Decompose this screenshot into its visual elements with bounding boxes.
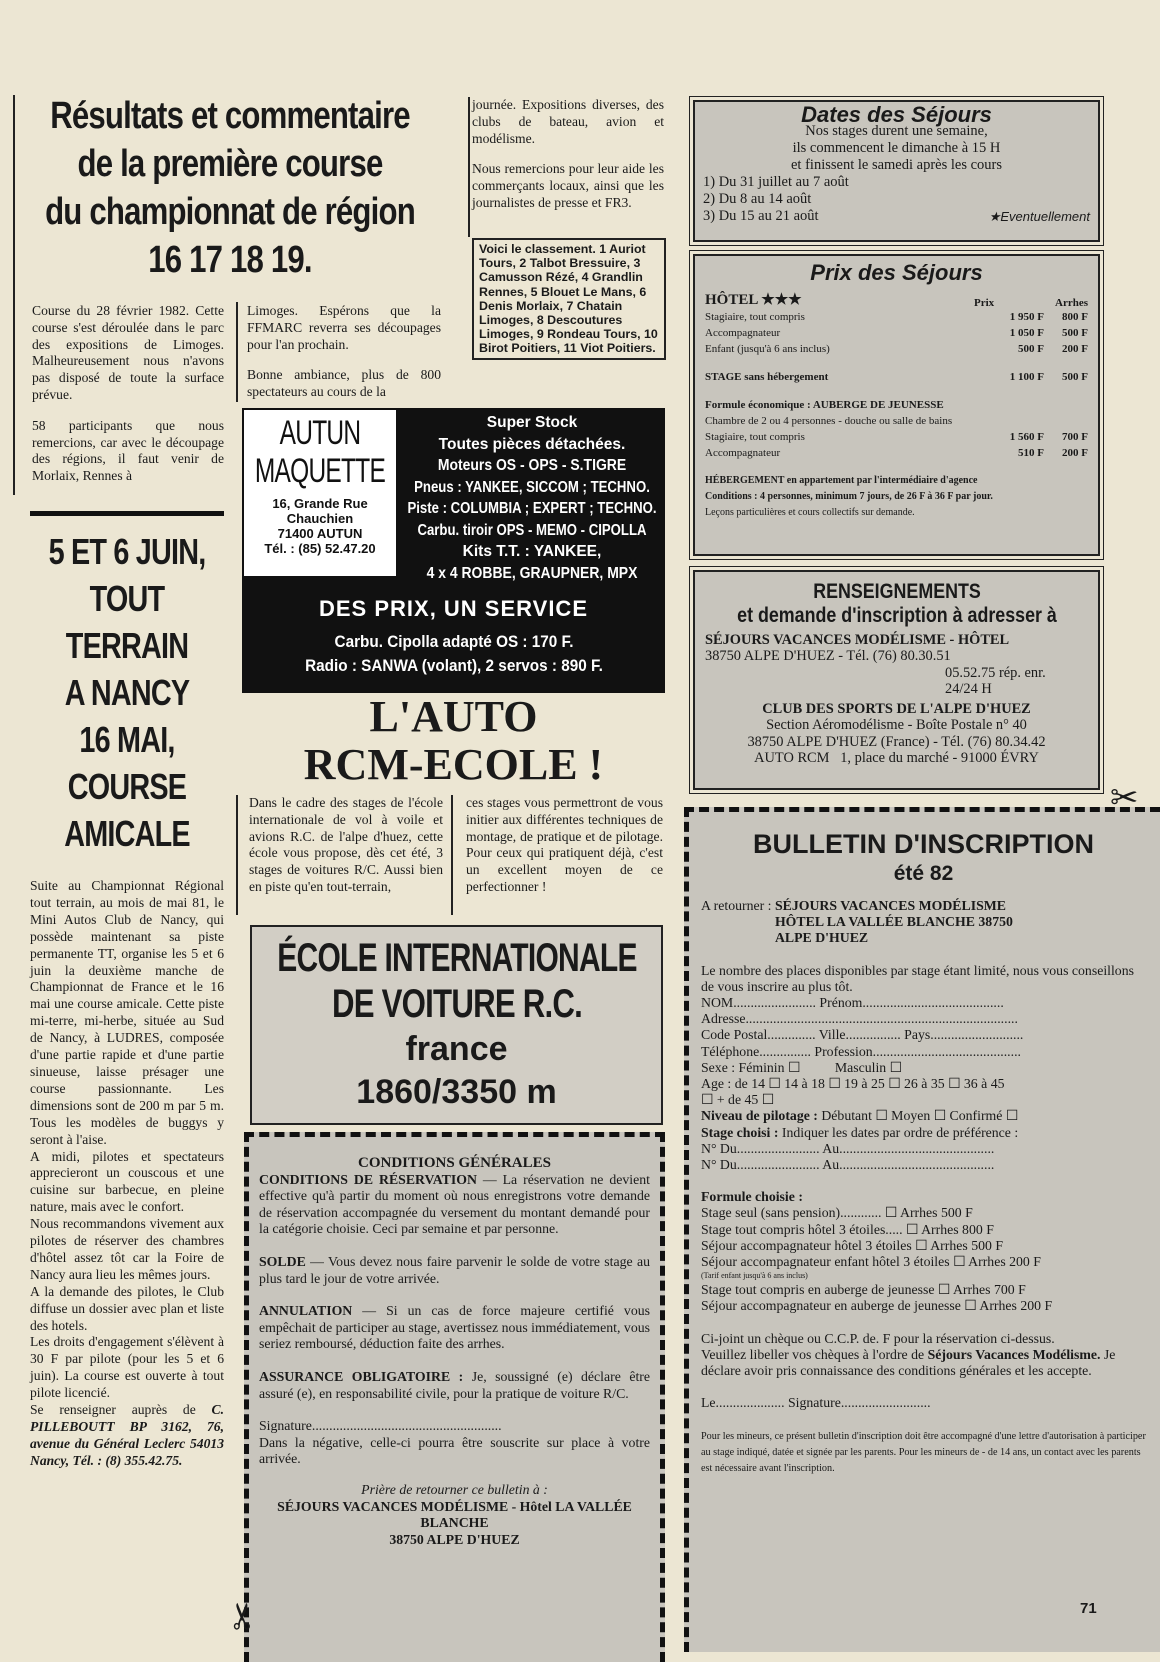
- telephone-field[interactable]: Téléphone............... Profession...........................................: [701, 1043, 1021, 1059]
- column-rule: [236, 795, 238, 915]
- prix-box: Prix des Séjours HÔTEL ★★★ Prix Arrhes Stagiaire, tout compris 1 950 F 800 F Accompagnateur 1 050 F 500 F Enfant (jusqu'à 6 ans inclus) 500 F 200 F STAGE sans hébergement 1 100 F 500 F Formule économique : AUBERGE DE JEUNESSE Chambre de 2 ou 4 personnes - douche ou salle de bains Stagiaire, tout compris 1 560 F 700 F Accompagnateur 510 F 200 F HÉBERGEMENT en appartement par l'intermédiaire d'agence Conditions : 4 personnes, minimum 7 jours, de 26 F à 36 F par jour. Leçons particulières et cours collectifs sur demande.: [693, 254, 1100, 556]
- ad-logo-panel: AUTUN MAQUETTE 16, Grande Rue Chauchien 71400 AUTUN Tél. : (85) 52.47.20: [244, 410, 396, 576]
- ecole-title: L'AUTO RCM-ECOLE !: [303, 692, 604, 789]
- ecole-box: ÉCOLE INTERNATIONALE DE VOITURE R.C. france 1860/3350 m: [250, 925, 663, 1125]
- page-number: 71: [1080, 1600, 1097, 1617]
- signature-field[interactable]: Signature.......................................................: [259, 1418, 502, 1434]
- ad-slogan: DES PRIX, UN SERVICE: [319, 596, 588, 621]
- divider: [30, 511, 224, 516]
- age-checkboxes[interactable]: Age : de 14 ☐ 14 à 18 ☐ 19 à 25 ☐ 26 à 35 ☐ 36 à 45: [701, 1076, 1005, 1092]
- age-checkboxes[interactable]: ☐ + de 45 ☐: [701, 1092, 775, 1108]
- ecole-col-b: ces stages vous permettront de vous initier aux différentes techniques de montage, de pratique et de pilotage. Pour ceux qui pratiquent déjà, c'est un excellent moyen de ce perfectionner !: [466, 795, 663, 894]
- column-rule: [13, 95, 15, 495]
- ad-logo: AUTUN MAQUETTE: [254, 414, 386, 490]
- formule-option[interactable]: Stage tout compris hôtel 3 étoiles..... ☐ Arrhes 800 F: [701, 1221, 994, 1237]
- ecole-col-a: Dans le cadre des stages de l'école internationale de vol à voile et avions R.C. de l'alpe d'huez, cette école vous propose, dès cet été, 3 stages de voitures R/C. Aussi bien en piste qu'en tout-terrain,: [249, 795, 443, 894]
- sexe-checkboxes[interactable]: Sexe : Féminin ☐ Masculin ☐: [701, 1059, 903, 1075]
- stage-date-field[interactable]: N° Du........................ Au.............................................: [701, 1140, 995, 1156]
- autun-maquette-ad: AUTUN MAQUETTE 16, Grande Rue Chauchien 71400 AUTUN Tél. : (85) 52.47.20 Super Stock Toutes pièces détachées. Moteurs OS - OPS - S.TIGRE Pneus : YANKEE, SICCOM ; TECHNO. Piste : COLUMBIA ; EXPERT ; TECHNO. Carbu. tiroir OPS - MEMO - CIPOLLA Kits T.T. : YANKEE, 4 x 4 ROBBE, GRAUPNER, MPX DES PRIX, UN SERVICE Carbu. Cipolla adapté OS : 170 F. Radio : SANWA (volant), 2 servos : 890 F.: [242, 408, 665, 693]
- conditions-box: CONDITIONS GÉNÉRALES CONDITIONS DE RÉSERVATION — La réservation ne devient effective qu'à partir du moment où nous enregistrons votre demande de réservation accompagnée du versement du montant demandé pour la catégorie choisie. Ceci par semaine et par personne. SOLDE — Vous devez nous faire parvenir le solde de votre stage au plus tard le jour de votre arrivée. ANNULATION — Si un cas de force majeure certifié vous empêchait de participer au stage, avertissez nous immédiatement, vous seriez remboursé, déduction faite des arrhes. ASSURANCE OBLIGATOIRE : Je, soussigné (e) déclare être assuré (e), en responsabilité civile, pour la pratique de voiture R/C. Signature....................................................... Dans la négative, celle-ci pourra être souscrite sur place à votre arrivée. Prière de retourner ce bulletin à : SÉJOURS VACANCES MODÉLISME - Hôtel LA VALLÉE BLANCHE 38750 ALPE D'HUEZ: [244, 1132, 665, 1662]
- cheque-field[interactable]: Ci-joint un chèque ou C.C.P. de. F pour la réservation ci-dessus.: [701, 1330, 1055, 1346]
- formule-option[interactable]: Stage tout compris en auberge de jeunesse ☐ Arrhes 700 F: [701, 1282, 1026, 1298]
- column-rule: [468, 97, 470, 237]
- niveau-checkboxes[interactable]: Niveau de pilotage : Débutant ☐ Moyen ☐ Confirmé ☐: [701, 1108, 1019, 1124]
- article-col1: Course du 28 février 1982. Cette course s'est déroulée dans le parc des expositions de Limoges. Malheureusement nous n'avons pas disposé de toute la surface prévue. 58 participants que nous remercions, car avec le découpage des régions, il faut venir de Morlaix, Rennes à: [32, 303, 224, 484]
- formule-option[interactable]: Séjour accompagnateur en auberge de jeunesse ☐ Arrhes 200 F: [701, 1298, 1053, 1314]
- formule-option[interactable]: Séjour accompagnateur enfant hôtel 3 étoiles ☐ Arrhes 200 F: [701, 1254, 1041, 1270]
- nancy-text: Suite au Championnat Régional tout terrain, au mois de mai 81, le Mini Autos Club de Nancy, qui possède maintenant sa piste permanente TT, organise les 5 et 6 juin la deuxième manche de Championnat de France et le 16 mai une course amicale. Cette piste mi-terre, mi-herbe, située au Sud de Nancy, à LUDRES, composée d'une partie rapide et d'une partie sinueuse, laisse présager une course passionnante. Les dimensions sont de 200 m par 5 m. Tous les modèles de buggys y seront à l'aise. A midi, pilotes et spectateurs apprecieront un couscous et une cuisine sur barbecue, en pleine nature, mais avec le confort. Nous recommandons vivement aux pilotes de réserver des chambres d'hôtel assez tôt car la Foire de Nancy aura lieu les mêmes jours. A la demande des pilotes, le Club diffuse un dossier avec plan et liste des hotels. Les droits d'engagement s'élèvent à 30 F par pilote (pour les 5 et 6 juin). La course est ouverte à tout pilote licencié. Se renseigner auprès de C. PILLEBOUTT BP 3162, 76, avenue du Général Leclerc 54013 Nancy, Tél. : (8) 355.42.75.: [30, 878, 224, 1468]
- nancy-heading: 5 ET 6 JUIN, TOUT TERRAIN A NANCY 16 MAI, COURSE AMICALE: [48, 531, 206, 854]
- code-postal-field[interactable]: Code Postal.............. Ville................ Pays...........................: [701, 1027, 1024, 1043]
- article-col2: Limoges. Espérons que la FFMARC reverra ses découpages pour l'an prochain. Bonne ambiance, plus de 800 spectateurs au cours de la: [247, 303, 441, 400]
- ad-list: Super Stock Toutes pièces détachées. Moteurs OS - OPS - S.TIGRE Pneus : YANKEE, SICCOM ; TECHNO. Piste : COLUMBIA ; EXPERT ; TECHNO. Carbu. tiroir OPS - MEMO - CIPOLLA Kits T.T. : YANKEE, 4 x 4 ROBBE, GRAUPNER, MPX: [407, 414, 657, 582]
- bulletin-form: BULLETIN D'INSCRIPTION été 82 A retourner : SÉJOURS VACANCES MODÉLISME HÔTEL LA VALLÉE BLANCHE 38750 ALPE D'HUEZ Le nombre des places disponibles par stage étant limité, nous vous conseillons de vous inscrire au plus tôt. NOM........................ Prénom......................................... Adresse............................................................................... Code Postal.............. Ville................ Pays........................... Téléphone............... Profession........................................... Sexe : Féminin ☐ Masculin ☐ Age : de 14 ☐ 14 à 18 ☐ 19 à 25 ☐ 26 à 35 ☐ 36 à 45 ☐ + de 45 ☐ Niveau de pilotage : Débutant ☐ Moyen ☐ Confirmé ☐ Stage choisi : Indiquer les dates par ordre de préférence : N° Du........................ Au............................................. N° Du........................ Au............................................. Formule choisie : Stage seul (sans pension)............ ☐ Arrhes 500 F Stage tout compris hôtel 3 étoiles..... ☐ Arrhes 800 F Séjour accompagnateur hôtel 3 étoiles ☐ Arrhes 500 F Séjour accompagnateur enfant hôtel 3 étoiles ☐ Arrhes 200 F (Tarif enfant jusqu'à 6 ans inclus) Stage tout compris en auberge de jeunesse ☐ Arrhes 700 F Séjour accompagnateur en auberge de jeunesse ☐ Arrhes 200 F Ci-joint un chèque ou C.C.P. de. F pour la réservation ci-dessus. Veuillez libeller vos chèques à l'ordre de Séjours Vacances Modélisme. Je déclare avoir pris connaissance des conditions générales et les accepte. Le.................... Signature.......................... Pour les mineurs, ce présent bulletin d'inscription doit être accompagné d'une lettre d'autorisation à participer au stage indiqué, datée et signée par les parents. Pour les mineurs de - de 14 ans, un contact avec les parents est nécessaire avant l'inscription.: [684, 807, 1160, 1652]
- date-signature-field[interactable]: Le.................... Signature..........................: [701, 1395, 931, 1411]
- classement-box: Voici le classement. 1 Auriot Tours, 2 Talbot Bressuire, 3 Camusson Rézé, 4 Grandlin Rennes, 5 Blouet Le Mans, 6 Denis Morlaix, 7 Chatain Limoges, 8 Descoutures Limoges, 9 Rondeau Tours, 10 Birot Poitiers, 11 Viot Poitiers.: [472, 238, 666, 360]
- stage-date-field[interactable]: N° Du........................ Au.............................................: [701, 1157, 995, 1173]
- article-col3: journée. Expositions diverses, des clubs de bateau, avion et modélisme. Nous remercions pour leur aide les commerçants locaux, ainsi que les journalistes de presse et FR3.: [472, 97, 664, 210]
- column-rule: [451, 795, 453, 915]
- scissors-icon: ✂: [1110, 780, 1139, 817]
- scissors-icon: ✂: [223, 1600, 264, 1632]
- column-rule: [236, 302, 238, 402]
- adresse-field[interactable]: Adresse...............................................................................: [701, 1011, 1018, 1027]
- formule-option[interactable]: Séjour accompagnateur hôtel 3 étoiles ☐ Arrhes 500 F: [701, 1237, 1004, 1253]
- article-title: Résultats et commentaire de la première course du championnat de région 16 17 18 19.: [45, 95, 415, 281]
- dates-box: Dates des Séjours Nos stages durent une semaine, ils commencent le dimanche à 15 H et finissent le samedi après les cours 1) Du 31 juillet au 7 août 2) Du 8 au 14 août 3) Du 15 au 21 août ★Eventuellement: [693, 100, 1100, 242]
- nom-field[interactable]: NOM........................ Prénom.........................................: [701, 995, 1004, 1011]
- renseignements-box: RENSEIGNEMENTS et demande d'inscription à adresser à SÉJOURS VACANCES MODÉLISME - HÔTEL 38750 ALPE D'HUEZ - Tél. (76) 80.30.51 05.52.75 rép. enr. 24/24 H CLUB DES SPORTS DE L'ALPE D'HUEZ Section Aéromodélisme - Boîte Postale n° 40 38750 ALPE D'HUEZ (France) - Tél. (76) 80.34.42 AUTO RCM 1, place du marché - 91000 ÉVRY: [693, 570, 1100, 790]
- formule-option[interactable]: Stage seul (sans pension)............ ☐ Arrhes 500 F: [701, 1205, 973, 1221]
